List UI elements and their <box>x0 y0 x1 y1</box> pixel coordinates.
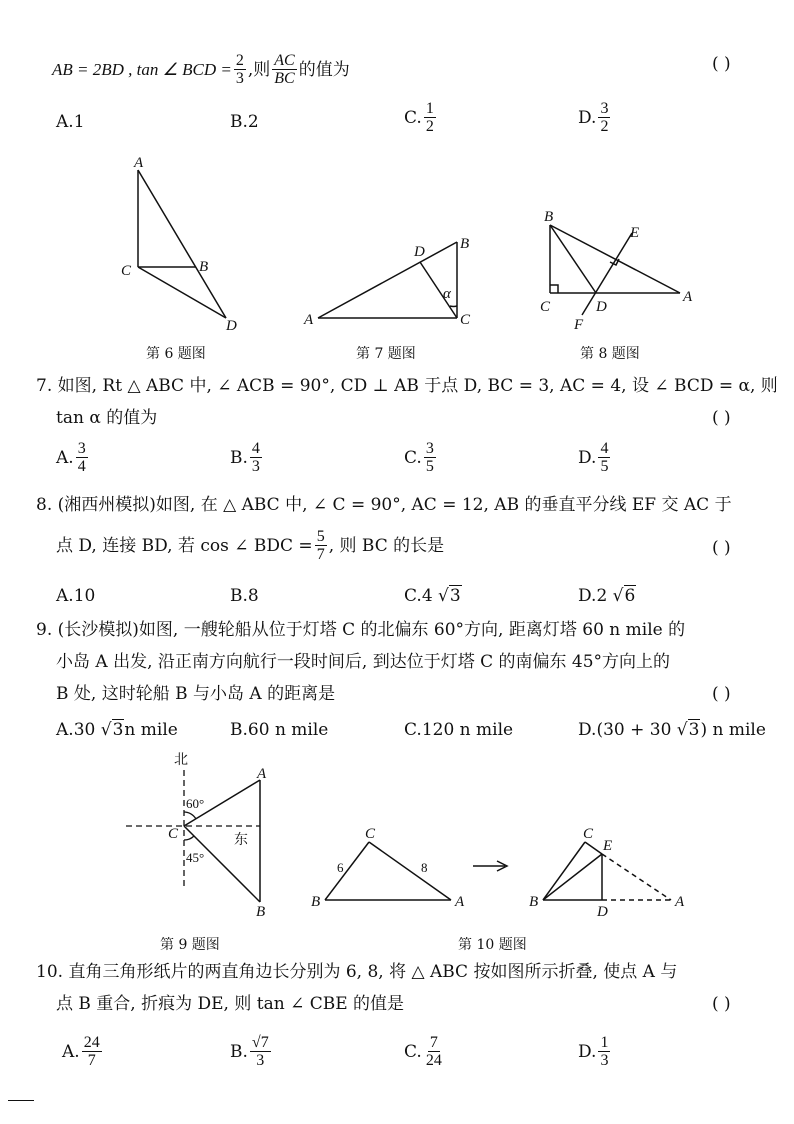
q9-stem-line1: 9. (长沙模拟)如图, 一艘轮船从位于灯塔 C 的北偏东 60°方向, 距离灯塔 60 n mile 的 <box>36 620 686 640</box>
fig10-left-label-b: B <box>311 894 321 910</box>
fig10-left-segment-ca <box>369 842 451 900</box>
fig6-caption: 第 6 题图 <box>146 346 206 362</box>
q7-option-b[interactable]: B. $\frac{4}{3}$ <box>230 440 260 475</box>
fig7-label-d: D <box>414 244 425 260</box>
fig7-angle-arc <box>450 306 457 307</box>
q10-stem-line1: 10. 直角三角形纸片的两直角边长分别为 6, 8, 将 △ ABC 按如图所示折叠, 使点 A 与 <box>36 962 678 982</box>
fig10-right-segment-ce <box>585 842 602 854</box>
fig8-segment-ba <box>550 225 680 293</box>
q8-option-b[interactable]: B. 8 <box>230 586 259 606</box>
fig10-right-label-b: B <box>529 894 539 910</box>
fig7-label-b: B <box>460 236 470 252</box>
fig10-right-label-e: E <box>603 838 613 854</box>
fig7-segment-ab <box>318 242 457 318</box>
fig6-label-a: A <box>134 155 144 171</box>
fig8-label-c: C <box>540 299 551 315</box>
fig8-label-a: A <box>683 289 693 305</box>
q7-stem-line2: tan α 的值为 <box>56 408 158 428</box>
fig6-segment-cd <box>138 267 226 318</box>
fig7-label-alpha: α <box>443 286 451 302</box>
fig7-caption: 第 7 题图 <box>356 346 416 362</box>
fig9-angle-60: 60° <box>186 796 205 811</box>
q8-option-c[interactable]: C. 4 √3 <box>404 586 461 606</box>
q7-option-d[interactable]: D. $\frac{4}{5}$ <box>578 440 609 475</box>
fig10-side-8: 8 <box>421 860 428 875</box>
q9-option-c[interactable]: C. 120 n mile <box>404 720 514 740</box>
q6-option-b[interactable]: B. 2 <box>230 112 259 132</box>
fig10-right-segment-be <box>543 854 602 900</box>
fig9-label-c: C <box>168 826 179 842</box>
q6-stem <box>52 52 350 87</box>
q7-option-a[interactable]: A. $\frac{3}{4}$ <box>56 440 86 475</box>
fig9-north-label: 北 <box>174 752 188 768</box>
q10-option-d[interactable]: D. $\frac{1}{3}$ <box>578 1034 609 1069</box>
fig8-caption: 第 8 题图 <box>580 346 640 362</box>
fig10-right-segment-bc <box>543 842 585 900</box>
q8-stem-line2: 点 D, 连接 BD, 若 cos ∠ BDC = $\frac{5}{7}$ , 则 BC 的长是 <box>56 528 445 563</box>
fig8-label-b: B <box>544 209 554 225</box>
q10-answer-paren[interactable]: ( ) <box>712 994 731 1014</box>
q6-frac-tan: $\frac{2}{3}$ <box>235 52 244 87</box>
q8-option-d[interactable]: D. 2 √6 <box>578 586 636 606</box>
q6-answer-paren[interactable]: ( ) <box>712 54 731 74</box>
q7-stem-line1: 7. 如图, Rt △ ABC 中, ∠ ACB = 90°, CD ⊥ AB 于点 D, BC = 3, AC = 4, 设 ∠ BCD = α, 则 <box>36 376 778 396</box>
figure-10 <box>305 818 695 923</box>
fig8-label-e: E <box>630 225 640 241</box>
fig10-right-label-c: C <box>583 826 594 842</box>
figure-7 <box>300 232 480 332</box>
fig9-angle-45: 45° <box>186 850 205 865</box>
q10-option-c[interactable]: C. $\frac{7}{24}$ <box>404 1034 442 1069</box>
q9-option-a[interactable]: A. 30 √3 n mile <box>56 720 178 740</box>
fig6-label-d: D <box>226 318 237 334</box>
fig10-caption: 第 10 题图 <box>458 937 527 953</box>
q9-option-b[interactable]: B. 60 n mile <box>230 720 329 740</box>
q10-option-b[interactable]: B. $\frac{√7}{3}$ <box>230 1034 269 1069</box>
fig9-angle-arc-45 <box>184 836 194 840</box>
q6-stem-b: ,则 <box>247 59 271 80</box>
fig9-angle-arc-60 <box>184 812 196 819</box>
fig9-caption: 第 9 题图 <box>160 937 220 953</box>
fig6-segment-ad <box>138 170 226 318</box>
fig8-segment-bd <box>550 225 596 293</box>
q6-frac-ratio: $\frac{AC}{BC}$ <box>274 52 295 87</box>
page-footer-rule <box>8 1100 34 1101</box>
figure-8 <box>530 205 710 335</box>
q6-option-a[interactable]: A. 1 <box>56 112 85 132</box>
fig8-right-angle-c <box>550 285 558 293</box>
fig7-segment-cd <box>420 262 457 318</box>
fig8-label-d: D <box>596 299 607 315</box>
fig10-right-label-d: D <box>597 904 608 920</box>
fig6-label-b: B <box>199 259 209 275</box>
q9-stem-line2: 小岛 A 出发, 沿正南方向航行一段时间后, 到达位于灯塔 C 的南偏东 45°方向上的 <box>56 652 671 672</box>
q6-option-c[interactable]: C. $\frac{1}{2}$ <box>404 100 434 135</box>
fig8-label-f: F <box>574 317 584 333</box>
q6-stem-c: 的值为 <box>298 59 350 80</box>
q7-answer-paren[interactable]: ( ) <box>712 408 731 428</box>
q9-answer-paren[interactable]: ( ) <box>712 684 731 704</box>
q8-option-a[interactable]: A. 10 <box>56 586 96 606</box>
fig9-east-label: 东 <box>234 832 248 848</box>
fig10-side-6: 6 <box>337 860 344 875</box>
fig7-label-a: A <box>304 312 314 328</box>
fig10-left-label-c: C <box>365 826 376 842</box>
q8-stem-line1: 8. (湘西州模拟)如图, 在 △ ABC 中, ∠ C = 90°, AC = 12, AB 的垂直平分线 EF 交 AC 于 <box>36 495 732 515</box>
fig9-label-b: B <box>256 904 266 920</box>
q9-stem-line3: B 处, 这时轮船 B 与小岛 A 的距离是 <box>56 684 336 704</box>
q6-option-d[interactable]: D. $\frac{3}{2}$ <box>578 100 609 135</box>
figure-6 <box>110 150 250 335</box>
q7-option-c[interactable]: C. $\frac{3}{5}$ <box>404 440 434 475</box>
figure-9 <box>120 748 290 926</box>
fig7-label-c: C <box>460 312 471 328</box>
q10-option-a[interactable]: A. $\frac{24}{7}$ <box>62 1034 100 1069</box>
fig9-label-a: A <box>257 766 267 782</box>
q9-option-d[interactable]: D. (30 + 30 √3 ) n mile <box>578 720 766 740</box>
q6-stem-a: AB = 2BD , tan ∠ BCD = <box>52 59 232 79</box>
fig6-label-c: C <box>121 263 132 279</box>
q8-answer-paren[interactable]: ( ) <box>712 538 731 558</box>
fig10-left-segment-bc <box>325 842 369 900</box>
fig10-left-label-a: A <box>455 894 465 910</box>
fig10-right-label-a: A <box>675 894 685 910</box>
fig10-dashed-ea <box>602 854 671 900</box>
q10-stem-line2: 点 B 重合, 折痕为 DE, 则 tan ∠ CBE 的值是 <box>56 994 405 1014</box>
